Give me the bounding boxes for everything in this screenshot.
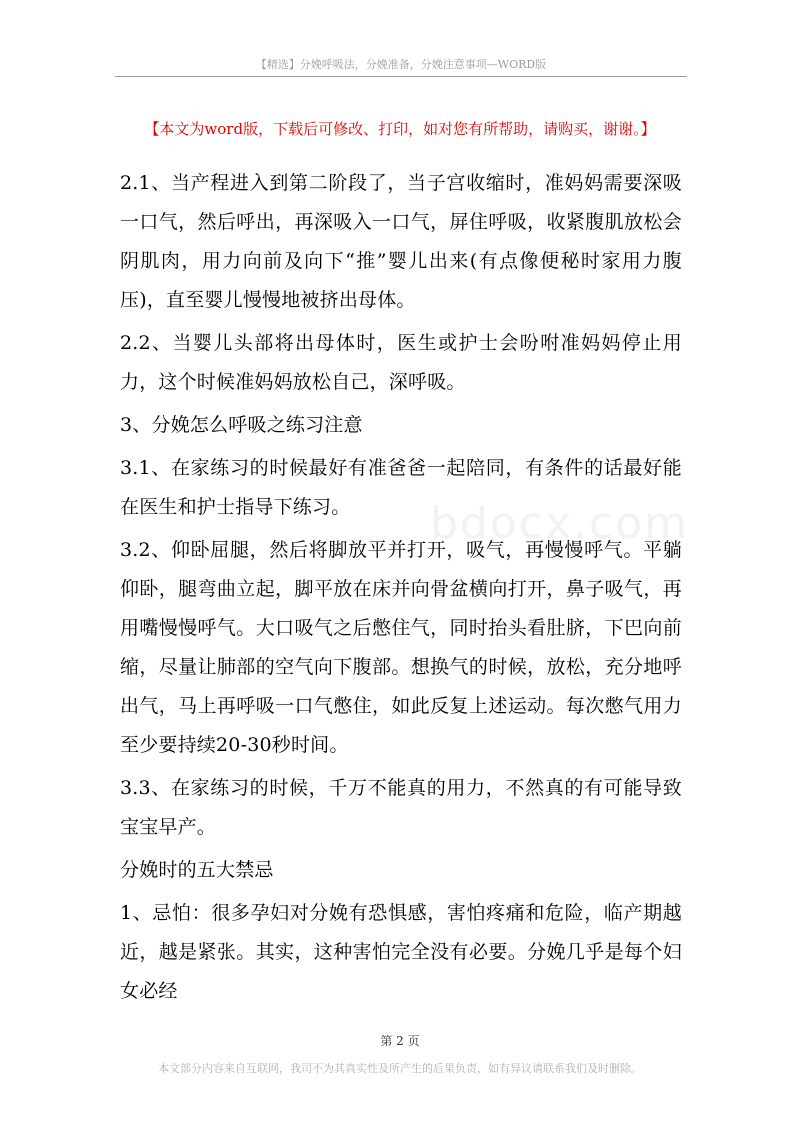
header-divider — [115, 76, 687, 77]
page-number: 第 2 页 — [380, 1034, 420, 1048]
document-body — [120, 164, 682, 1015]
footer-disclaimer: 本文部分内容来自互联网，我司不为其真实性及所产生的后果负责，如有异议请联系我们及时删除。 — [158, 1062, 642, 1075]
paragraph-3-1: 3.1、在家练习的时候最好有准爸爸一起陪同，有条件的话最好能在医生和护士指导下练习。 — [120, 457, 682, 518]
paragraph-3-2: 3.2、仰卧屈腿，然后将脚放平并打开，吸气，再慢慢呼气。平躺仰卧，腿弯曲立起，脚平放在床并向骨盆横向打开，鼻子吸气，再用嘴慢慢呼气。大口吸气之后憋住气，同时抬头看肚脐，下巴向前缩，尽量让肺部的空气向下腹部。想换气的时候，放松，充分地呼出气，马上再呼吸一口气憋住，如此反复上述运动。每次憋气用力至少要持续20-30秒时间。 — [120, 539, 682, 756]
watermark-logo: bdocx.com — [430, 498, 689, 549]
document-header-title: 【精选】分娩呼吸法，分娩准备，分娩注意事项—WORD版 — [255, 58, 547, 71]
red-notice-banner: 【本文为word版，下载后可修改、打印，如对您有所帮助，请购买，谢谢。】 — [144, 120, 656, 138]
paragraph-2-1: 2.1、当产程进入到第二阶段了，当子宫收缩时，准妈妈需要深吸一口气，然后呼出，再深吸入一口气，屏住呼吸，收紧腹肌放松会阴肌肉，用力向前及向下“推”婴儿出来(有点像便秘时家用力腹压)，直至婴儿慢慢地被挤出母体。 — [120, 172, 682, 311]
paragraph-2-2: 2.2、当婴儿头部将出母体时，医生或护士会吩咐准妈妈停止用力，这个时候准妈妈放松自己，深呼吸。 — [120, 332, 682, 393]
section-heading-taboos: 分娩时的五大禁忌 — [120, 859, 274, 881]
paragraph-3-3: 3.3、在家练习的时候，千万不能真的用力，不然真的有可能导致宝宝早产。 — [120, 777, 682, 838]
paragraph-taboo-1: 1、忌怕：很多孕妇对分娩有恐惧感，害怕疼痛和危险，临产期越近，越是紧张。其实，这种害怕完全没有必要。分娩几乎是每个妇女必经 — [120, 902, 682, 1002]
section-heading-3: 3、分娩怎么呼吸之练习注意 — [120, 414, 363, 436]
